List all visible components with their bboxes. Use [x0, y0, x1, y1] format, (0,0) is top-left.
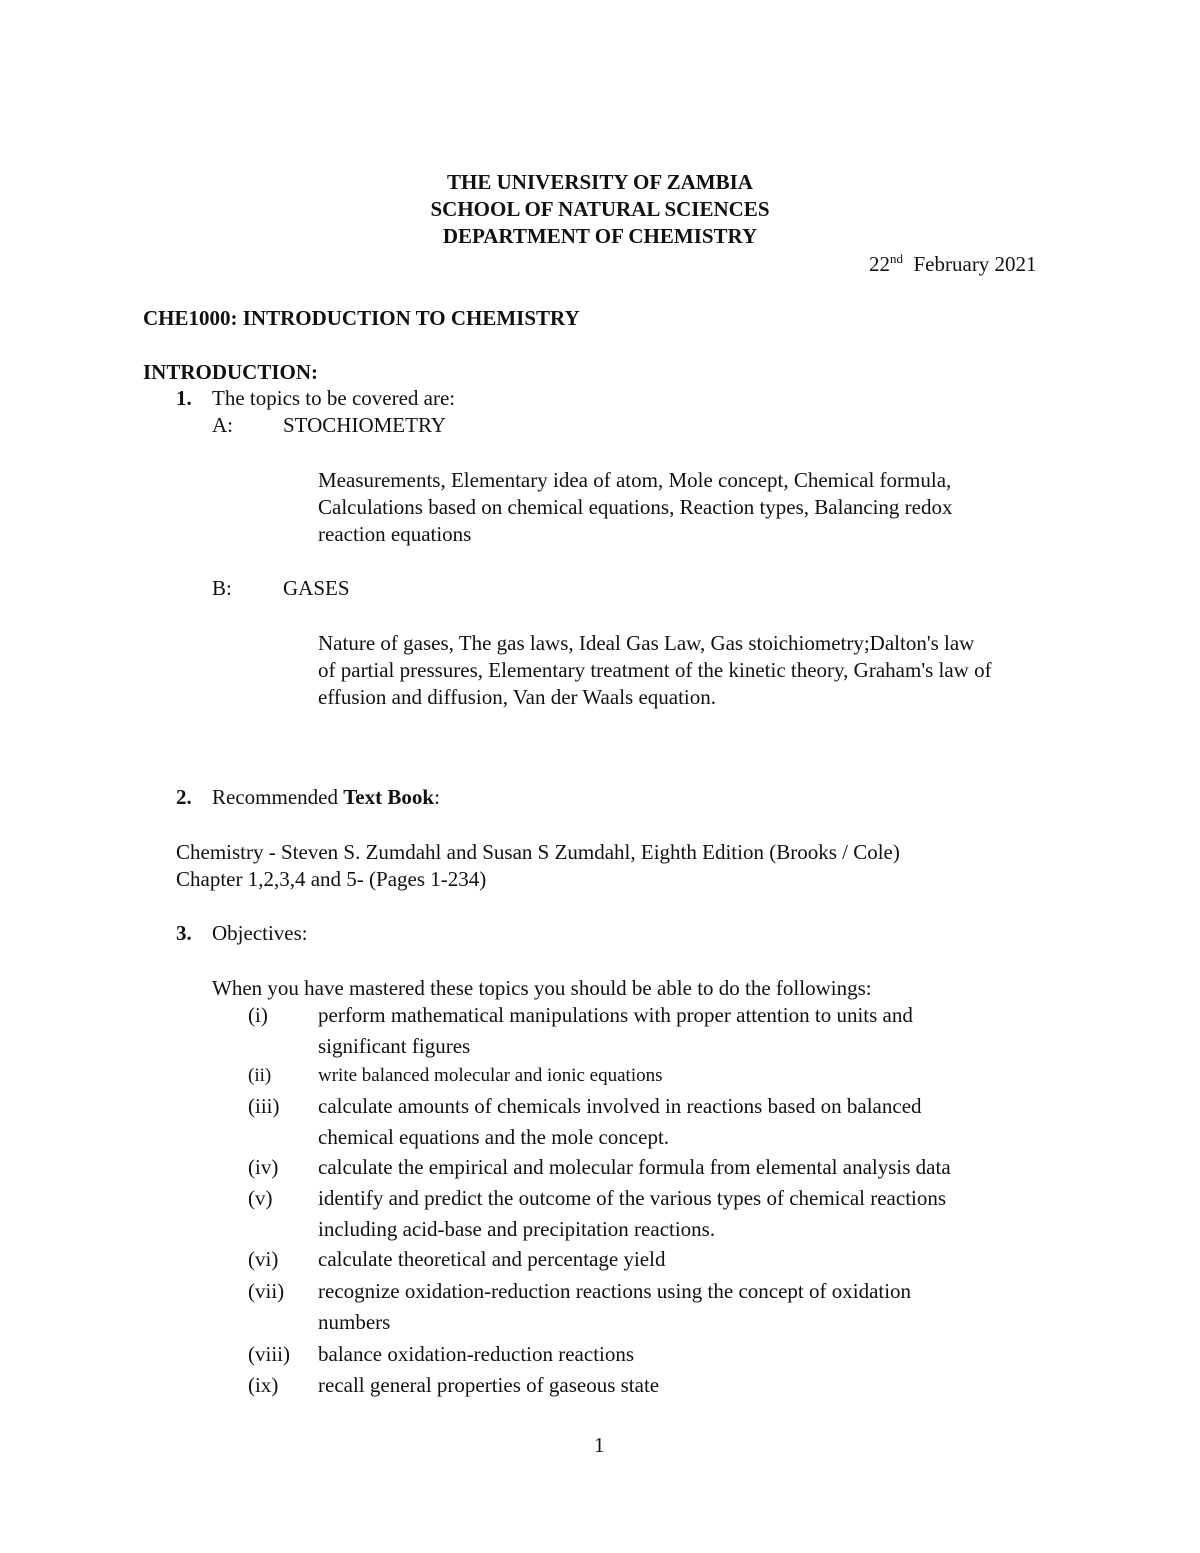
introduction-heading: INTRODUCTION:: [143, 360, 319, 384]
objective-label: (vii): [248, 1279, 285, 1303]
objective-label: (iii): [248, 1094, 280, 1118]
objective-label: (v): [248, 1186, 273, 1210]
textbook-chapters: Chapter 1,2,3,4 and 5- (Pages 1-234): [176, 867, 487, 891]
item-3-number: 3.: [176, 921, 192, 945]
topic-b-desc-line: of partial pressures, Elementary treatment of the kinetic theory, Graham's law of: [318, 658, 992, 682]
topic-a-desc-line: reaction equations: [318, 522, 472, 546]
document-date: 22nd February 2021: [869, 251, 1037, 276]
item-1-text: The topics to be covered are:: [212, 386, 456, 410]
objective-text: numbers: [318, 1310, 391, 1334]
objectives-heading: Objectives:: [212, 921, 308, 945]
objective-text: calculate theoretical and percentage yield: [318, 1247, 666, 1271]
objective-text: recognize oxidation-reduction reactions using the concept of oxidation: [318, 1279, 912, 1303]
objective-text: calculate the empirical and molecular formula from elemental analysis data: [318, 1155, 951, 1179]
school-name: SCHOOL OF NATURAL SCIENCES: [430, 197, 770, 221]
objective-text: significant figures: [318, 1034, 471, 1058]
objective-label: (iv): [248, 1155, 279, 1179]
objective-text: calculate amounts of chemicals involved in reactions based on balanced: [318, 1094, 922, 1118]
topic-b-desc-line: Nature of gases, The gas laws, Ideal Gas Law, Gas stoichiometry;Dalton's law: [318, 631, 975, 655]
textbook-heading: Recommended Text Book:: [212, 785, 440, 809]
objective-text: identify and predict the outcome of the various types of chemical reactions: [318, 1186, 947, 1210]
objective-label: (viii): [248, 1342, 290, 1366]
objectives-intro: When you have mastered these topics you should be able to do the followings:: [212, 976, 872, 1000]
objective-text: recall general properties of gaseous state: [318, 1373, 660, 1397]
topic-a-title: STOCHIOMETRY: [283, 413, 446, 437]
department-name: DEPARTMENT OF CHEMISTRY: [442, 224, 758, 248]
page-number: 1: [594, 1433, 605, 1457]
course-title: CHE1000: INTRODUCTION TO CHEMISTRY: [143, 306, 580, 330]
topic-a-letter: A:: [212, 413, 233, 437]
university-name: THE UNIVERSITY OF ZAMBIA: [447, 170, 753, 194]
objective-text: including acid-base and precipitation reactions.: [318, 1217, 716, 1241]
objective-text: chemical equations and the mole concept.: [318, 1125, 670, 1149]
objective-label: (ix): [248, 1373, 279, 1397]
objective-text: write balanced molecular and ionic equations: [318, 1065, 663, 1086]
objective-label: (ii): [248, 1065, 272, 1086]
topic-a-desc-line: Measurements, Elementary idea of atom, Mole concept, Chemical formula,: [318, 468, 952, 492]
objective-text: balance oxidation-reduction reactions: [318, 1342, 635, 1366]
topic-a-desc-line: Calculations based on chemical equations, Reaction types, Balancing redox: [318, 495, 953, 519]
item-2-number: 2.: [176, 785, 192, 809]
objective-label: (vi): [248, 1247, 279, 1271]
topic-b-letter: B:: [212, 576, 232, 600]
topic-b-title: GASES: [283, 576, 350, 600]
objective-label: (i): [248, 1003, 268, 1027]
textbook-reference: Chemistry - Steven S. Zumdahl and Susan S Zumdahl, Eighth Edition (Brooks / Cole): [176, 840, 900, 864]
topic-b-desc-line: effusion and diffusion, Van der Waals equation.: [318, 685, 717, 709]
objective-text: perform mathematical manipulations with proper attention to units and: [318, 1003, 913, 1027]
item-1-number: 1.: [176, 386, 192, 410]
